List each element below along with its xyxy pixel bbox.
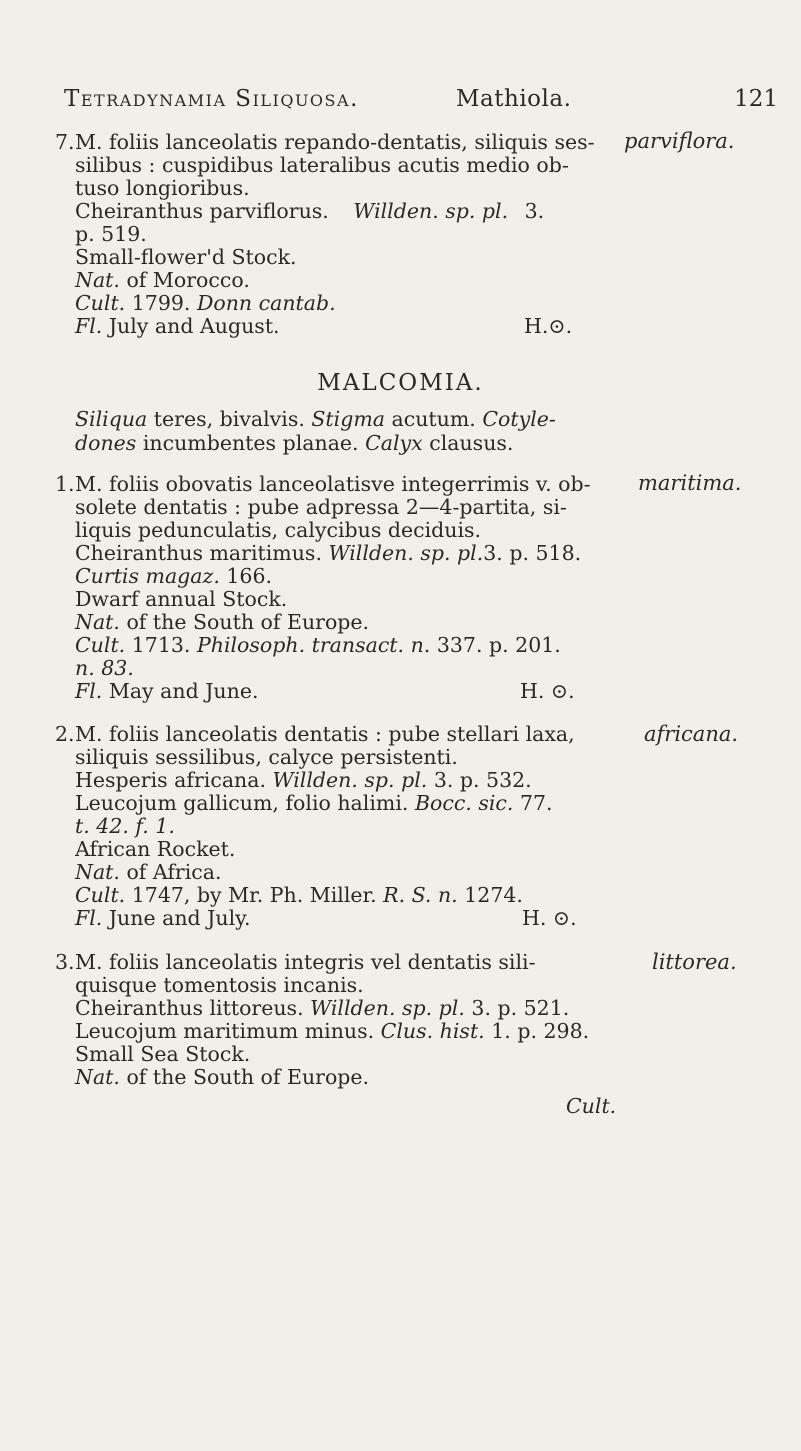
synonym-name: Leucojum gallicum, folio halimi. (75, 791, 409, 815)
reference-page: 3. p. 518. (483, 541, 582, 565)
flowering-line (75, 906, 251, 930)
catchword: Cult. (566, 1094, 617, 1118)
term: dones (75, 431, 137, 455)
reference-plate: t. 42. f. 1. (75, 814, 175, 838)
running-header (64, 86, 778, 126)
genus-line (75, 431, 513, 455)
native-line (75, 1065, 369, 1089)
habit-symbol: H.⊙. (524, 314, 573, 338)
fl-label: Fl. (75, 906, 103, 930)
cult-year: 1799. (131, 291, 191, 315)
reference: Bocc. sic. (414, 791, 514, 815)
habit-symbol: H. ⊙. (522, 906, 577, 930)
flowering-line (75, 679, 258, 703)
reference-volume: 3. (524, 199, 545, 223)
native-line (75, 860, 222, 884)
diagnosis-line: quisque tomentosis incanis. (75, 973, 364, 997)
cult-label: Cult. (75, 291, 126, 315)
cult-number: 1274. (464, 883, 523, 907)
synonym-line (75, 768, 532, 792)
nat-text: of Africa. (126, 860, 222, 884)
cult-source: Philosoph. transact. n. (196, 633, 431, 657)
reference-number: 166. (226, 564, 273, 588)
fl-text: May and June. (108, 679, 259, 703)
cultivation-line (75, 291, 336, 315)
species-number: 1. (55, 472, 75, 496)
nat-text: of the South of Europe. (126, 1065, 370, 1089)
genus-heading: MALCOMIA. (317, 370, 484, 396)
term: Stigma (311, 407, 385, 431)
reference-page: 3. p. 532. (433, 768, 532, 792)
nat-text: of the South of Europe. (126, 610, 370, 634)
page-number: 121 (734, 86, 778, 112)
synonym-line (75, 791, 553, 815)
diagnosis-line: liquis pedunculatis, calycibus deciduis. (75, 518, 482, 542)
nat-label: Nat. (75, 268, 120, 292)
species-epithet: africana. (644, 722, 739, 746)
fl-label: Fl. (75, 314, 103, 338)
cultivation-line (75, 633, 561, 657)
flowering-line (75, 314, 280, 338)
reference: Willden. sp. pl. (272, 768, 428, 792)
synonym-name: Cheiranthus littoreus. (75, 996, 304, 1020)
diagnosis-line: solete dentatis : pube adpressa 2—4-partita, si- (75, 495, 567, 519)
species-epithet: maritima. (638, 471, 742, 495)
synonym-name: Leucojum maritimum minus. (75, 1019, 375, 1043)
cult-year: 1713. (131, 633, 191, 657)
nat-label: Nat. (75, 1065, 120, 1089)
cult-label: Cult. (75, 883, 126, 907)
reference: Willden. sp. pl. (310, 996, 465, 1020)
species-number: 7. (55, 130, 75, 154)
common-name: Small Sea Stock. (75, 1042, 251, 1066)
header-class-title: Tetradynamia Siliquosa. (64, 86, 359, 112)
fl-label: Fl. (75, 679, 103, 703)
cult-number: n. 83. (75, 656, 134, 680)
reference: Clus. hist. (380, 1019, 485, 1043)
species-number: 3. (55, 950, 75, 974)
genus-line (75, 407, 556, 431)
term-text: clausus. (422, 431, 514, 455)
diagnosis-line: M. foliis lanceolatis dentatis : pube stellari laxa, (75, 722, 575, 746)
cult-source: Donn cantab. (196, 291, 336, 315)
synonym-line (75, 1019, 589, 1043)
nat-text: of Morocco. (126, 268, 250, 292)
synonym-name: Cheiranthus maritimus. (75, 541, 322, 565)
reference: Willden. sp. pl. (353, 199, 509, 223)
species-epithet: littorea. (652, 950, 737, 974)
diagnosis-line: M. foliis obovatis lanceolatisve integerrimis v. ob- (75, 472, 591, 496)
term: Cotyle- (482, 407, 556, 431)
reference-number: 77. (519, 791, 553, 815)
species-epithet: parviflora. (624, 129, 735, 153)
term-text: acutum. (385, 407, 483, 431)
synonym-line (75, 564, 272, 588)
diagnosis-line: M. foliis lanceolatis repando-dentatis, siliquis ses- (75, 130, 595, 154)
synonym-name: Hesperis africana. (75, 768, 266, 792)
cult-ref: R. S. n. (383, 883, 458, 907)
reference: Willden. sp. pl. (328, 541, 484, 565)
nat-label: Nat. (75, 860, 120, 884)
cult-ref: 337. p. 201. (436, 633, 561, 657)
native-line (75, 610, 369, 634)
synonym-line (75, 199, 544, 223)
term: Siliqua (75, 407, 148, 431)
common-name: Small-flower'd Stock. (75, 245, 297, 269)
reference-page: 3. p. 521. (471, 996, 570, 1020)
cultivation-line (75, 883, 523, 907)
header-genus: Mathiola. (456, 86, 572, 112)
native-line (75, 268, 250, 292)
common-name: African Rocket. (75, 837, 236, 861)
species-number: 2. (55, 722, 75, 746)
synonym-line (75, 541, 581, 565)
cult-label: Cult. (75, 633, 126, 657)
reference-page: 1. p. 298. (491, 1019, 590, 1043)
nat-label: Nat. (75, 610, 120, 634)
fl-text: June and July. (108, 906, 251, 930)
cult-text: 1747, by Mr. Ph. Miller. (131, 883, 377, 907)
diagnosis-line: siliquis sessilibus, calyce persistenti. (75, 745, 458, 769)
diagnosis-line: tuso longioribus. (75, 176, 250, 200)
synonym-name: Cheiranthus parviflorus. (75, 199, 329, 223)
common-name: Dwarf annual Stock. (75, 587, 288, 611)
diagnosis-line: silibus : cuspidibus lateralibus acutis medio ob- (75, 153, 569, 177)
reference: Curtis magaz. (75, 564, 220, 588)
term-text: teres, bivalvis. (147, 407, 312, 431)
habit-symbol: H. ⊙. (520, 679, 575, 703)
diagnosis-line: M. foliis lanceolatis integris vel dentatis sili- (75, 950, 536, 974)
reference-page: p. 519. (75, 222, 147, 246)
fl-text: July and August. (108, 314, 280, 338)
term: Calyx (365, 431, 423, 455)
synonym-line (75, 996, 569, 1020)
term-text: incumbentes planae. (136, 431, 366, 455)
